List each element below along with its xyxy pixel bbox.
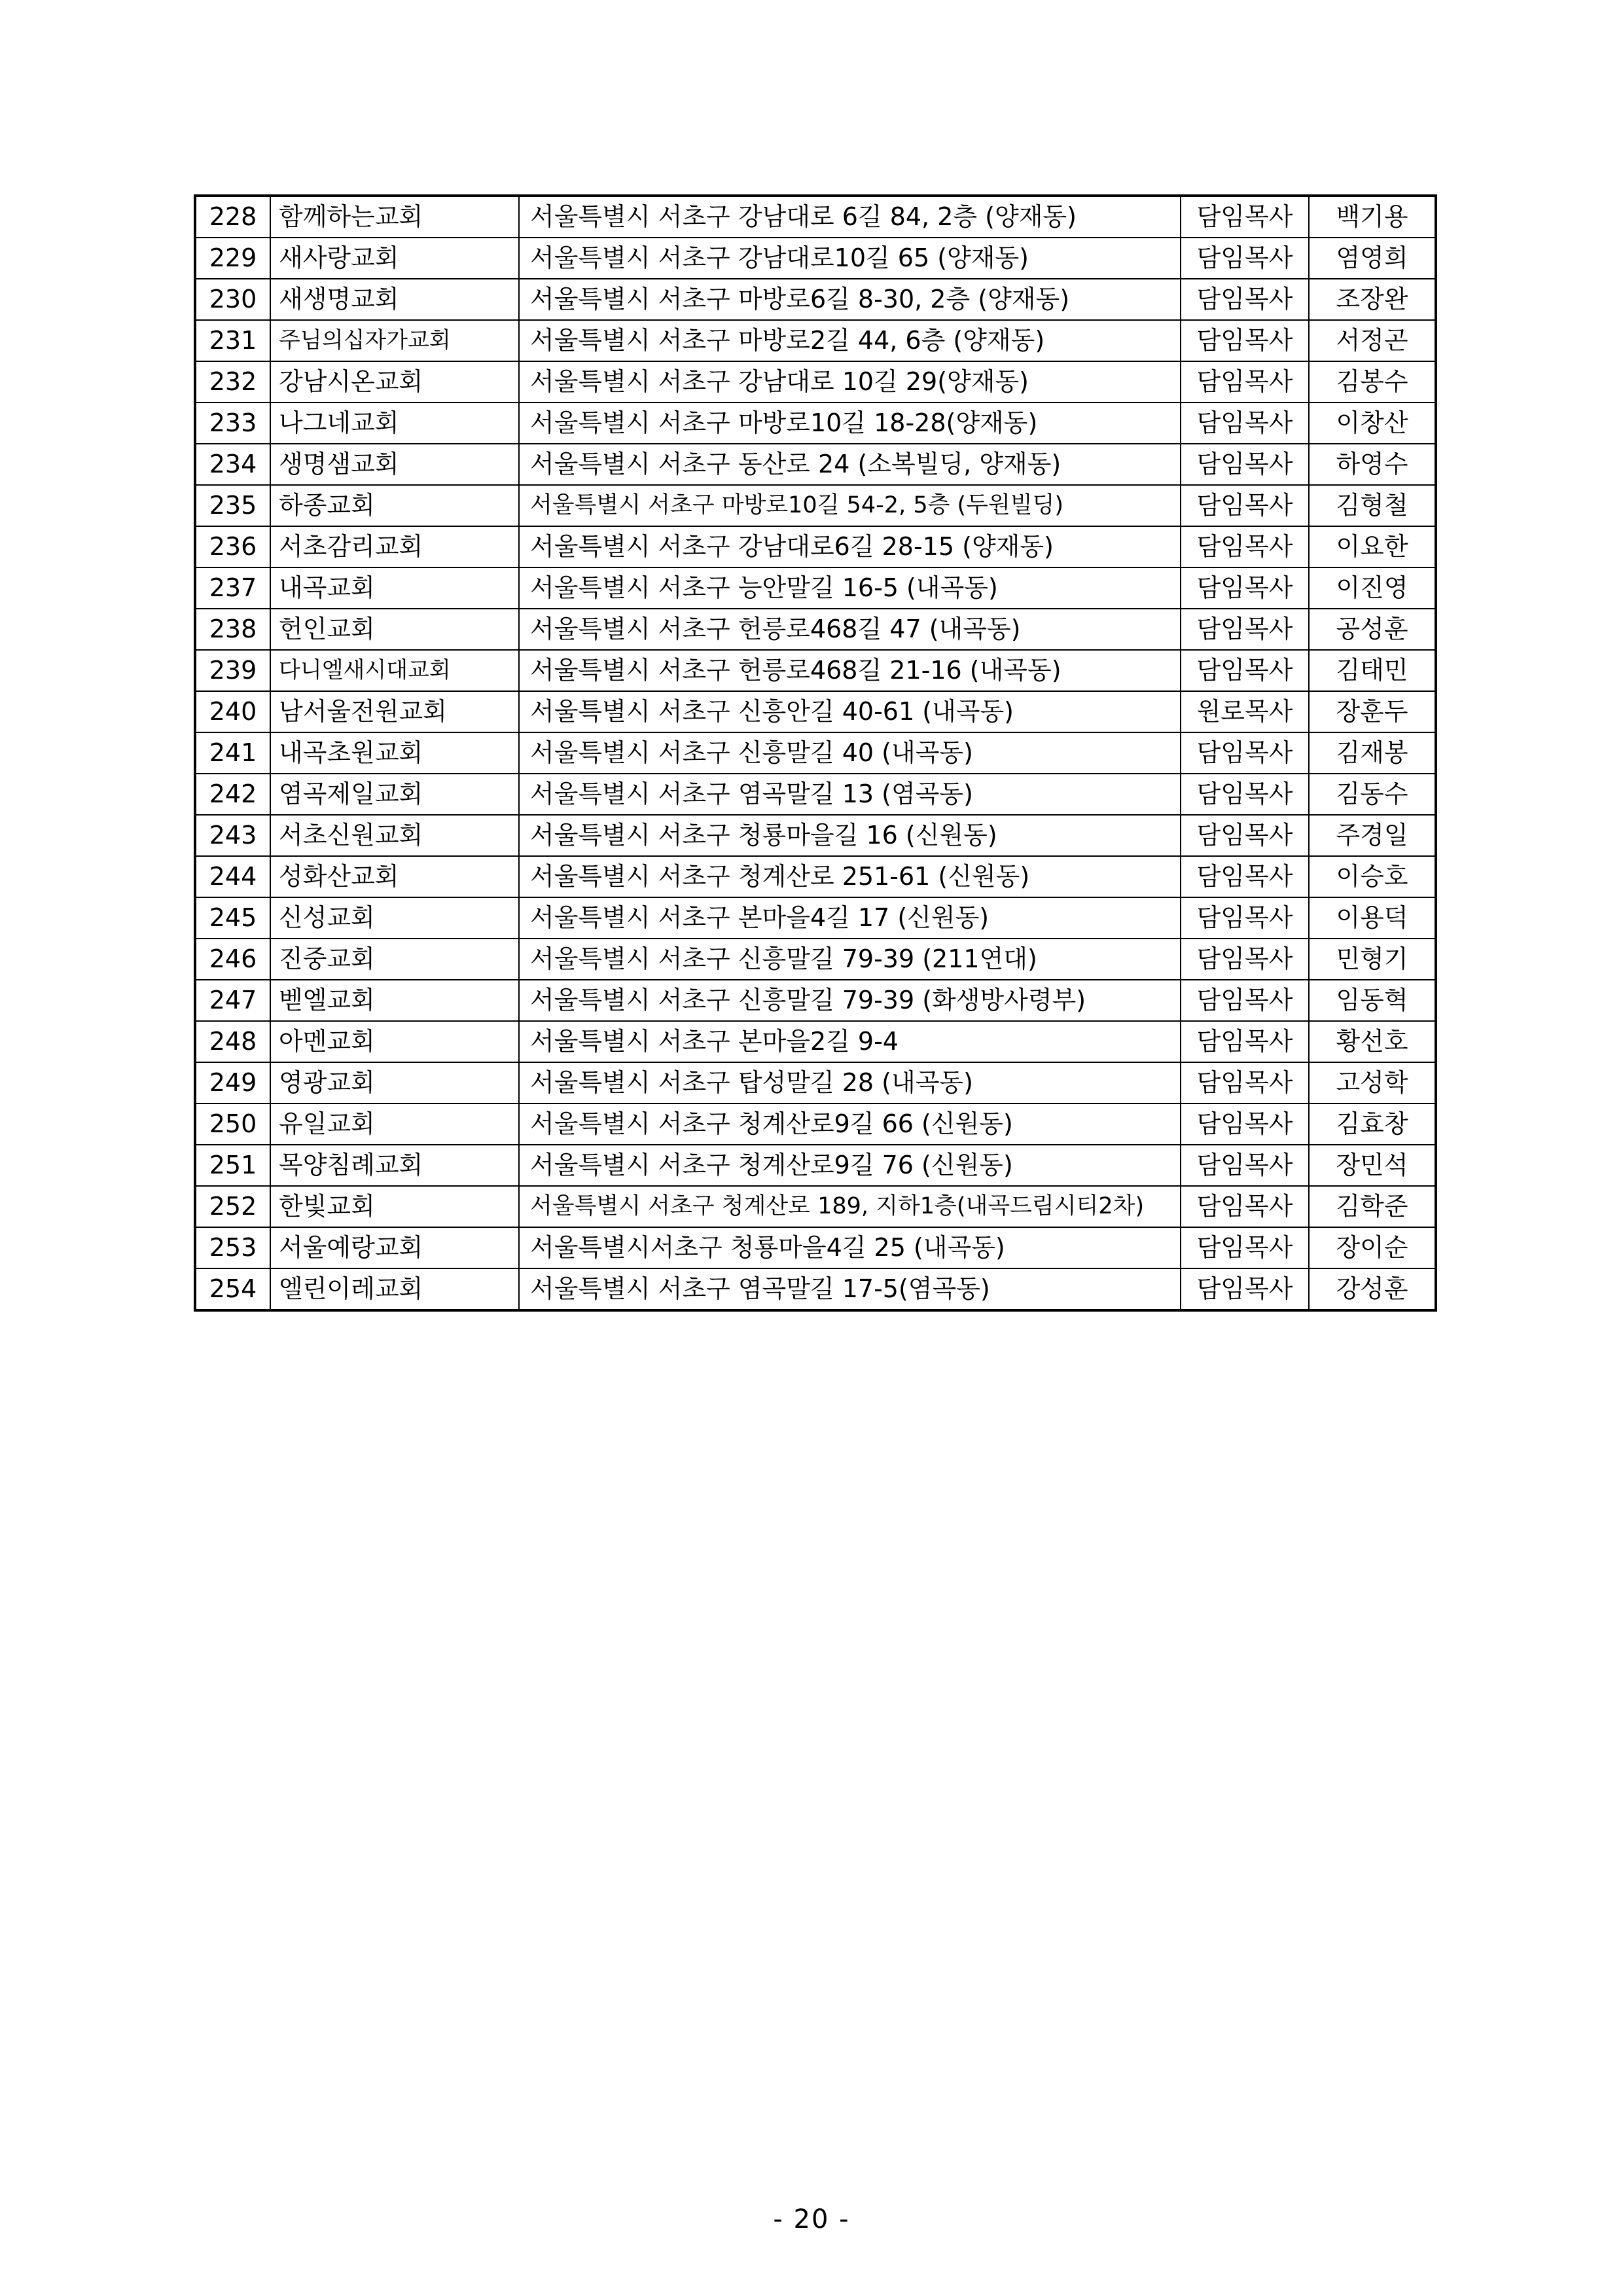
church-name: 신성교회 bbox=[270, 897, 519, 939]
church-name: 진중교회 bbox=[270, 939, 519, 980]
page-number: - 20 - bbox=[773, 2204, 850, 2234]
table-row bbox=[195, 609, 1436, 650]
pastor-name: 서정곤 bbox=[1309, 320, 1436, 361]
table-row bbox=[195, 774, 1436, 815]
pastor-role: 담임목사 bbox=[1181, 1021, 1309, 1062]
church-name: 함께하는교회 bbox=[270, 196, 519, 238]
row-number: 246 bbox=[195, 939, 270, 980]
table-row bbox=[195, 1103, 1436, 1145]
church-name: 염곡제일교회 bbox=[270, 774, 519, 815]
row-number: 254 bbox=[195, 1268, 270, 1310]
church-name: 서초신원교회 bbox=[270, 815, 519, 856]
table-row bbox=[195, 1186, 1436, 1227]
church-name: 엘린이레교회 bbox=[270, 1268, 519, 1310]
pastor-name: 김효창 bbox=[1309, 1103, 1436, 1145]
row-number: 230 bbox=[195, 279, 270, 320]
row-number: 229 bbox=[195, 238, 270, 279]
church-name: 헌인교회 bbox=[270, 609, 519, 650]
church-name: 다니엘새시대교회 bbox=[270, 650, 519, 691]
church-address: 서울특별시 서초구 신흥말길 79-39 (화생방사령부) bbox=[519, 980, 1181, 1021]
church-name: 주님의십자가교회 bbox=[270, 320, 519, 361]
table-body bbox=[195, 196, 1436, 1310]
table-row bbox=[195, 815, 1436, 856]
pastor-name: 김동수 bbox=[1309, 774, 1436, 815]
church-address: 서울특별시 서초구 강남대로 6길 84, 2층 (양재동) bbox=[519, 196, 1181, 238]
pastor-name: 강성훈 bbox=[1309, 1268, 1436, 1310]
church-name: 영광교회 bbox=[270, 1062, 519, 1103]
church-name: 내곡초원교회 bbox=[270, 732, 519, 774]
church-name: 성화산교회 bbox=[270, 856, 519, 897]
pastor-role: 담임목사 bbox=[1181, 196, 1309, 238]
church-address: 서울특별시 서초구 헌릉로468길 47 (내곡동) bbox=[519, 609, 1181, 650]
pastor-role: 담임목사 bbox=[1181, 320, 1309, 361]
table-row bbox=[195, 1227, 1436, 1268]
row-number: 241 bbox=[195, 732, 270, 774]
pastor-name: 장훈두 bbox=[1309, 691, 1436, 732]
pastor-role: 담임목사 bbox=[1181, 279, 1309, 320]
pastor-name: 장이순 bbox=[1309, 1227, 1436, 1268]
table-row bbox=[195, 691, 1436, 732]
row-number: 244 bbox=[195, 856, 270, 897]
pastor-name: 백기용 bbox=[1309, 196, 1436, 238]
church-address: 서울특별시 서초구 신흥말길 79-39 (211연대) bbox=[519, 939, 1181, 980]
pastor-role: 담임목사 bbox=[1181, 238, 1309, 279]
row-number: 234 bbox=[195, 444, 270, 485]
pastor-name: 고성학 bbox=[1309, 1062, 1436, 1103]
church-address: 서울특별시서초구 청룡마을4길 25 (내곡동) bbox=[519, 1227, 1181, 1268]
pastor-name: 민형기 bbox=[1309, 939, 1436, 980]
church-address: 서울특별시 서초구 헌릉로468길 21-16 (내곡동) bbox=[519, 650, 1181, 691]
row-number: 253 bbox=[195, 1227, 270, 1268]
church-name: 아멘교회 bbox=[270, 1021, 519, 1062]
row-number: 247 bbox=[195, 980, 270, 1021]
church-name: 새생명교회 bbox=[270, 279, 519, 320]
church-name: 새사랑교회 bbox=[270, 238, 519, 279]
church-address: 서울특별시 서초구 탑성말길 28 (내곡동) bbox=[519, 1062, 1181, 1103]
church-name: 나그네교회 bbox=[270, 403, 519, 444]
table-row bbox=[195, 650, 1436, 691]
church-name: 한빛교회 bbox=[270, 1186, 519, 1227]
church-address: 서울특별시 서초구 청룡마을길 16 (신원동) bbox=[519, 815, 1181, 856]
pastor-role: 담임목사 bbox=[1181, 1186, 1309, 1227]
row-number: 245 bbox=[195, 897, 270, 939]
pastor-name: 김학준 bbox=[1309, 1186, 1436, 1227]
table-row bbox=[195, 1021, 1436, 1062]
church-address: 서울특별시 서초구 강남대로 10길 29(양재동) bbox=[519, 361, 1181, 403]
table-row bbox=[195, 485, 1436, 526]
row-number: 228 bbox=[195, 196, 270, 238]
row-number: 235 bbox=[195, 485, 270, 526]
church-name: 유일교회 bbox=[270, 1103, 519, 1145]
church-name: 내곡교회 bbox=[270, 567, 519, 609]
pastor-role: 담임목사 bbox=[1181, 774, 1309, 815]
row-number: 239 bbox=[195, 650, 270, 691]
pastor-name: 김형철 bbox=[1309, 485, 1436, 526]
pastor-role: 담임목사 bbox=[1181, 815, 1309, 856]
table-row bbox=[195, 320, 1436, 361]
pastor-name: 이용덕 bbox=[1309, 897, 1436, 939]
pastor-role: 담임목사 bbox=[1181, 1227, 1309, 1268]
pastor-role: 담임목사 bbox=[1181, 732, 1309, 774]
table-row bbox=[195, 526, 1436, 567]
pastor-name: 이창산 bbox=[1309, 403, 1436, 444]
table-row bbox=[195, 980, 1436, 1021]
church-list-table bbox=[194, 194, 1437, 1312]
table-row bbox=[195, 897, 1436, 939]
row-number: 243 bbox=[195, 815, 270, 856]
pastor-name: 주경일 bbox=[1309, 815, 1436, 856]
row-number: 238 bbox=[195, 609, 270, 650]
pastor-name: 공성훈 bbox=[1309, 609, 1436, 650]
pastor-role: 담임목사 bbox=[1181, 1103, 1309, 1145]
church-address: 서울특별시 서초구 청계산로9길 76 (신원동) bbox=[519, 1145, 1181, 1186]
pastor-role: 담임목사 bbox=[1181, 1062, 1309, 1103]
table-row bbox=[195, 567, 1436, 609]
church-address: 서울특별시 서초구 동산로 24 (소복빌딩, 양재동) bbox=[519, 444, 1181, 485]
table-row bbox=[195, 1268, 1436, 1310]
pastor-name: 이진영 bbox=[1309, 567, 1436, 609]
church-address: 서울특별시 서초구 신흥말길 40 (내곡동) bbox=[519, 732, 1181, 774]
row-number: 237 bbox=[195, 567, 270, 609]
row-number: 242 bbox=[195, 774, 270, 815]
church-name: 목양침례교회 bbox=[270, 1145, 519, 1186]
table-row bbox=[195, 1062, 1436, 1103]
table-row bbox=[195, 939, 1436, 980]
church-address: 서울특별시 서초구 염곡말길 13 (염곡동) bbox=[519, 774, 1181, 815]
pastor-role: 담임목사 bbox=[1181, 485, 1309, 526]
church-name: 남서울전원교회 bbox=[270, 691, 519, 732]
church-name: 하종교회 bbox=[270, 485, 519, 526]
pastor-name: 김재봉 bbox=[1309, 732, 1436, 774]
pastor-role: 담임목사 bbox=[1181, 444, 1309, 485]
pastor-role: 원로목사 bbox=[1181, 691, 1309, 732]
table-row bbox=[195, 361, 1436, 403]
table-row bbox=[195, 403, 1436, 444]
church-name: 서울예랑교회 bbox=[270, 1227, 519, 1268]
church-name: 생명샘교회 bbox=[270, 444, 519, 485]
pastor-role: 담임목사 bbox=[1181, 403, 1309, 444]
pastor-name: 이승호 bbox=[1309, 856, 1436, 897]
church-address: 서울특별시 서초구 강남대로6길 28-15 (양재동) bbox=[519, 526, 1181, 567]
pastor-name: 하영수 bbox=[1309, 444, 1436, 485]
church-name: 강남시온교회 bbox=[270, 361, 519, 403]
row-number: 232 bbox=[195, 361, 270, 403]
row-number: 251 bbox=[195, 1145, 270, 1186]
row-number: 231 bbox=[195, 320, 270, 361]
church-address: 서울특별시 서초구 마방로10길 54-2, 5층 (두원빌딩) bbox=[519, 485, 1181, 526]
pastor-role: 담임목사 bbox=[1181, 980, 1309, 1021]
table-row bbox=[195, 444, 1436, 485]
row-number: 249 bbox=[195, 1062, 270, 1103]
table-row bbox=[195, 238, 1436, 279]
row-number: 236 bbox=[195, 526, 270, 567]
pastor-role: 담임목사 bbox=[1181, 939, 1309, 980]
pastor-role: 담임목사 bbox=[1181, 1145, 1309, 1186]
church-address: 서울특별시 서초구 마방로2길 44, 6층 (양재동) bbox=[519, 320, 1181, 361]
church-address: 서울특별시 서초구 마방로10길 18-28(양재동) bbox=[519, 403, 1181, 444]
table-row bbox=[195, 856, 1436, 897]
church-address: 서울특별시 서초구 청계산로 189, 지하1층(내곡드림시티2차) bbox=[519, 1186, 1181, 1227]
pastor-role: 담임목사 bbox=[1181, 526, 1309, 567]
church-name: 서초감리교회 bbox=[270, 526, 519, 567]
row-number: 240 bbox=[195, 691, 270, 732]
pastor-role: 담임목사 bbox=[1181, 609, 1309, 650]
row-number: 248 bbox=[195, 1021, 270, 1062]
table-row bbox=[195, 279, 1436, 320]
church-address: 서울특별시 서초구 신흥안길 40-61 (내곡동) bbox=[519, 691, 1181, 732]
church-address: 서울특별시 서초구 청계산로 251-61 (신원동) bbox=[519, 856, 1181, 897]
church-address: 서울특별시 서초구 본마을4길 17 (신원동) bbox=[519, 897, 1181, 939]
pastor-name: 황선호 bbox=[1309, 1021, 1436, 1062]
pastor-role: 담임목사 bbox=[1181, 361, 1309, 403]
church-address: 서울특별시 서초구 강남대로10길 65 (양재동) bbox=[519, 238, 1181, 279]
pastor-role: 담임목사 bbox=[1181, 567, 1309, 609]
pastor-name: 김태민 bbox=[1309, 650, 1436, 691]
church-address: 서울특별시 서초구 염곡말길 17-5(염곡동) bbox=[519, 1268, 1181, 1310]
pastor-role: 담임목사 bbox=[1181, 650, 1309, 691]
pastor-name: 염영희 bbox=[1309, 238, 1436, 279]
pastor-name: 이요한 bbox=[1309, 526, 1436, 567]
pastor-name: 조장완 bbox=[1309, 279, 1436, 320]
pastor-name: 임동혁 bbox=[1309, 980, 1436, 1021]
church-address: 서울특별시 서초구 본마을2길 9-4 bbox=[519, 1021, 1181, 1062]
table-row bbox=[195, 196, 1436, 238]
church-address: 서울특별시 서초구 마방로6길 8-30, 2층 (양재동) bbox=[519, 279, 1181, 320]
pastor-role: 담임목사 bbox=[1181, 897, 1309, 939]
pastor-role: 담임목사 bbox=[1181, 1268, 1309, 1310]
pastor-name: 김봉수 bbox=[1309, 361, 1436, 403]
church-name: 벧엘교회 bbox=[270, 980, 519, 1021]
table-row bbox=[195, 1145, 1436, 1186]
table-row bbox=[195, 732, 1436, 774]
row-number: 250 bbox=[195, 1103, 270, 1145]
church-address: 서울특별시 서초구 능안말길 16-5 (내곡동) bbox=[519, 567, 1181, 609]
row-number: 252 bbox=[195, 1186, 270, 1227]
row-number: 233 bbox=[195, 403, 270, 444]
church-address: 서울특별시 서초구 청계산로9길 66 (신원동) bbox=[519, 1103, 1181, 1145]
pastor-name: 장민석 bbox=[1309, 1145, 1436, 1186]
pastor-role: 담임목사 bbox=[1181, 856, 1309, 897]
